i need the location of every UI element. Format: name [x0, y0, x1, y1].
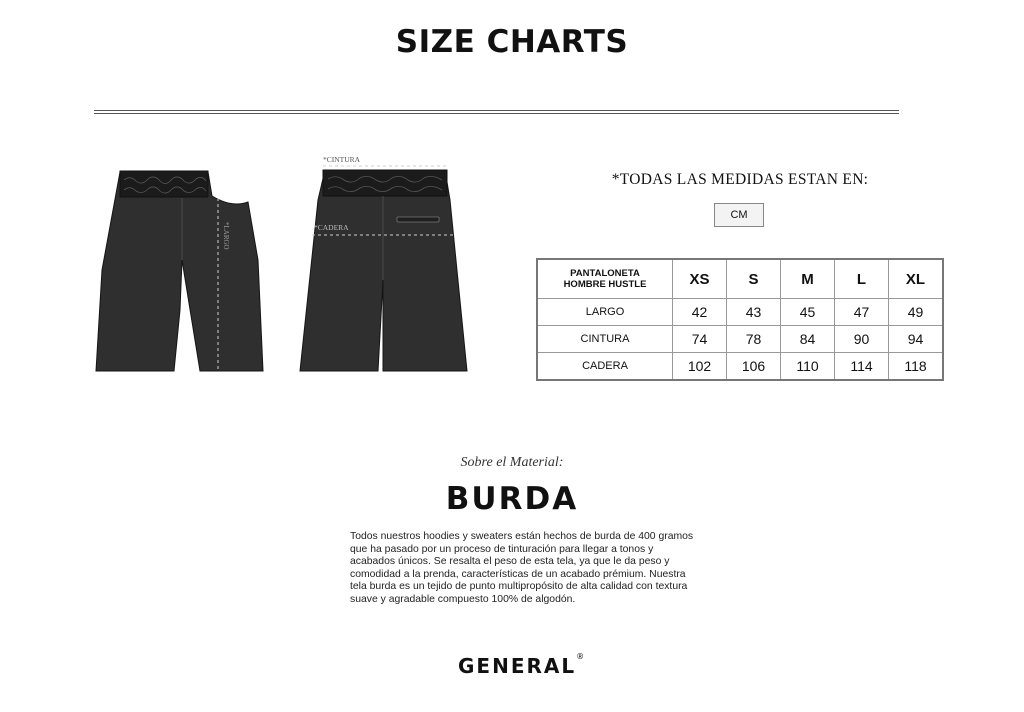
table-row — [537, 326, 943, 353]
divider-bottom — [94, 113, 899, 114]
size-header-s: S — [727, 259, 781, 299]
product-name-line1: PANTALONETA — [570, 268, 640, 279]
table-cell: 45 — [781, 299, 835, 326]
table-cell: 102 — [673, 353, 727, 381]
table-cell: 114 — [835, 353, 889, 381]
row-label-cintura: CINTURA — [537, 326, 673, 353]
largo-label: *LARGO — [222, 222, 230, 250]
material-intro: Sobre el Material: — [460, 455, 564, 470]
back-pocket — [397, 217, 439, 222]
size-header-xs: XS — [673, 259, 727, 299]
row-label-largo: LARGO — [537, 299, 673, 326]
brand-logo — [458, 654, 584, 678]
cadera-label: *CADERA — [314, 223, 349, 232]
table-cell: 106 — [727, 353, 781, 381]
brand-name: GENERAL — [458, 654, 577, 678]
cintura-label: *CINTURA — [323, 155, 361, 164]
product-name-cell — [537, 259, 673, 299]
table-cell: 74 — [673, 326, 727, 353]
table-cell: 94 — [889, 326, 944, 353]
table-cell: 118 — [889, 353, 944, 381]
shorts-back-view — [300, 155, 467, 371]
size-table — [536, 258, 944, 381]
waistband-back — [323, 170, 447, 196]
table-row — [537, 353, 943, 381]
product-name-line2: HOMBRE HUSTLE — [563, 279, 647, 290]
size-header-l: L — [835, 259, 889, 299]
table-cell: 84 — [781, 326, 835, 353]
table-cell: 43 — [727, 299, 781, 326]
shorts-front-view — [96, 171, 263, 371]
measurements-note: *TODAS LAS MEDIDAS ESTAN EN: — [611, 171, 869, 188]
table-cell: 42 — [673, 299, 727, 326]
table-cell: 110 — [781, 353, 835, 381]
table-cell: 78 — [727, 326, 781, 353]
table-cell: 90 — [835, 326, 889, 353]
size-header-xl: XL — [889, 259, 944, 299]
unit-badge: CM — [714, 203, 764, 227]
table-cell: 49 — [889, 299, 944, 326]
row-label-cadera: CADERA — [537, 353, 673, 381]
size-header-m: M — [781, 259, 835, 299]
material-name: BURDA — [445, 481, 579, 517]
shorts-illustration — [90, 150, 490, 385]
registered-mark: ® — [576, 652, 585, 661]
table-cell: 47 — [835, 299, 889, 326]
page-title: SIZE CHARTS — [395, 24, 629, 60]
material-description: Todos nuestros hoodies y sweaters están hechos de burda de 400 gramos que ha pasado por un proceso de tinturación para llegar a tonos y acabados únicos. Se resalta el peso de esta tela, ya que le da peso y comodidad a la prenda, características de un acabado prémium. Nuestra tela burda es un tejido de punto multipropósito de alta calidad con textura suave y agradable compuesto 100% de algodón. — [350, 531, 694, 605]
table-row — [537, 299, 943, 326]
divider-top — [94, 110, 899, 111]
size-table-header — [537, 259, 943, 299]
